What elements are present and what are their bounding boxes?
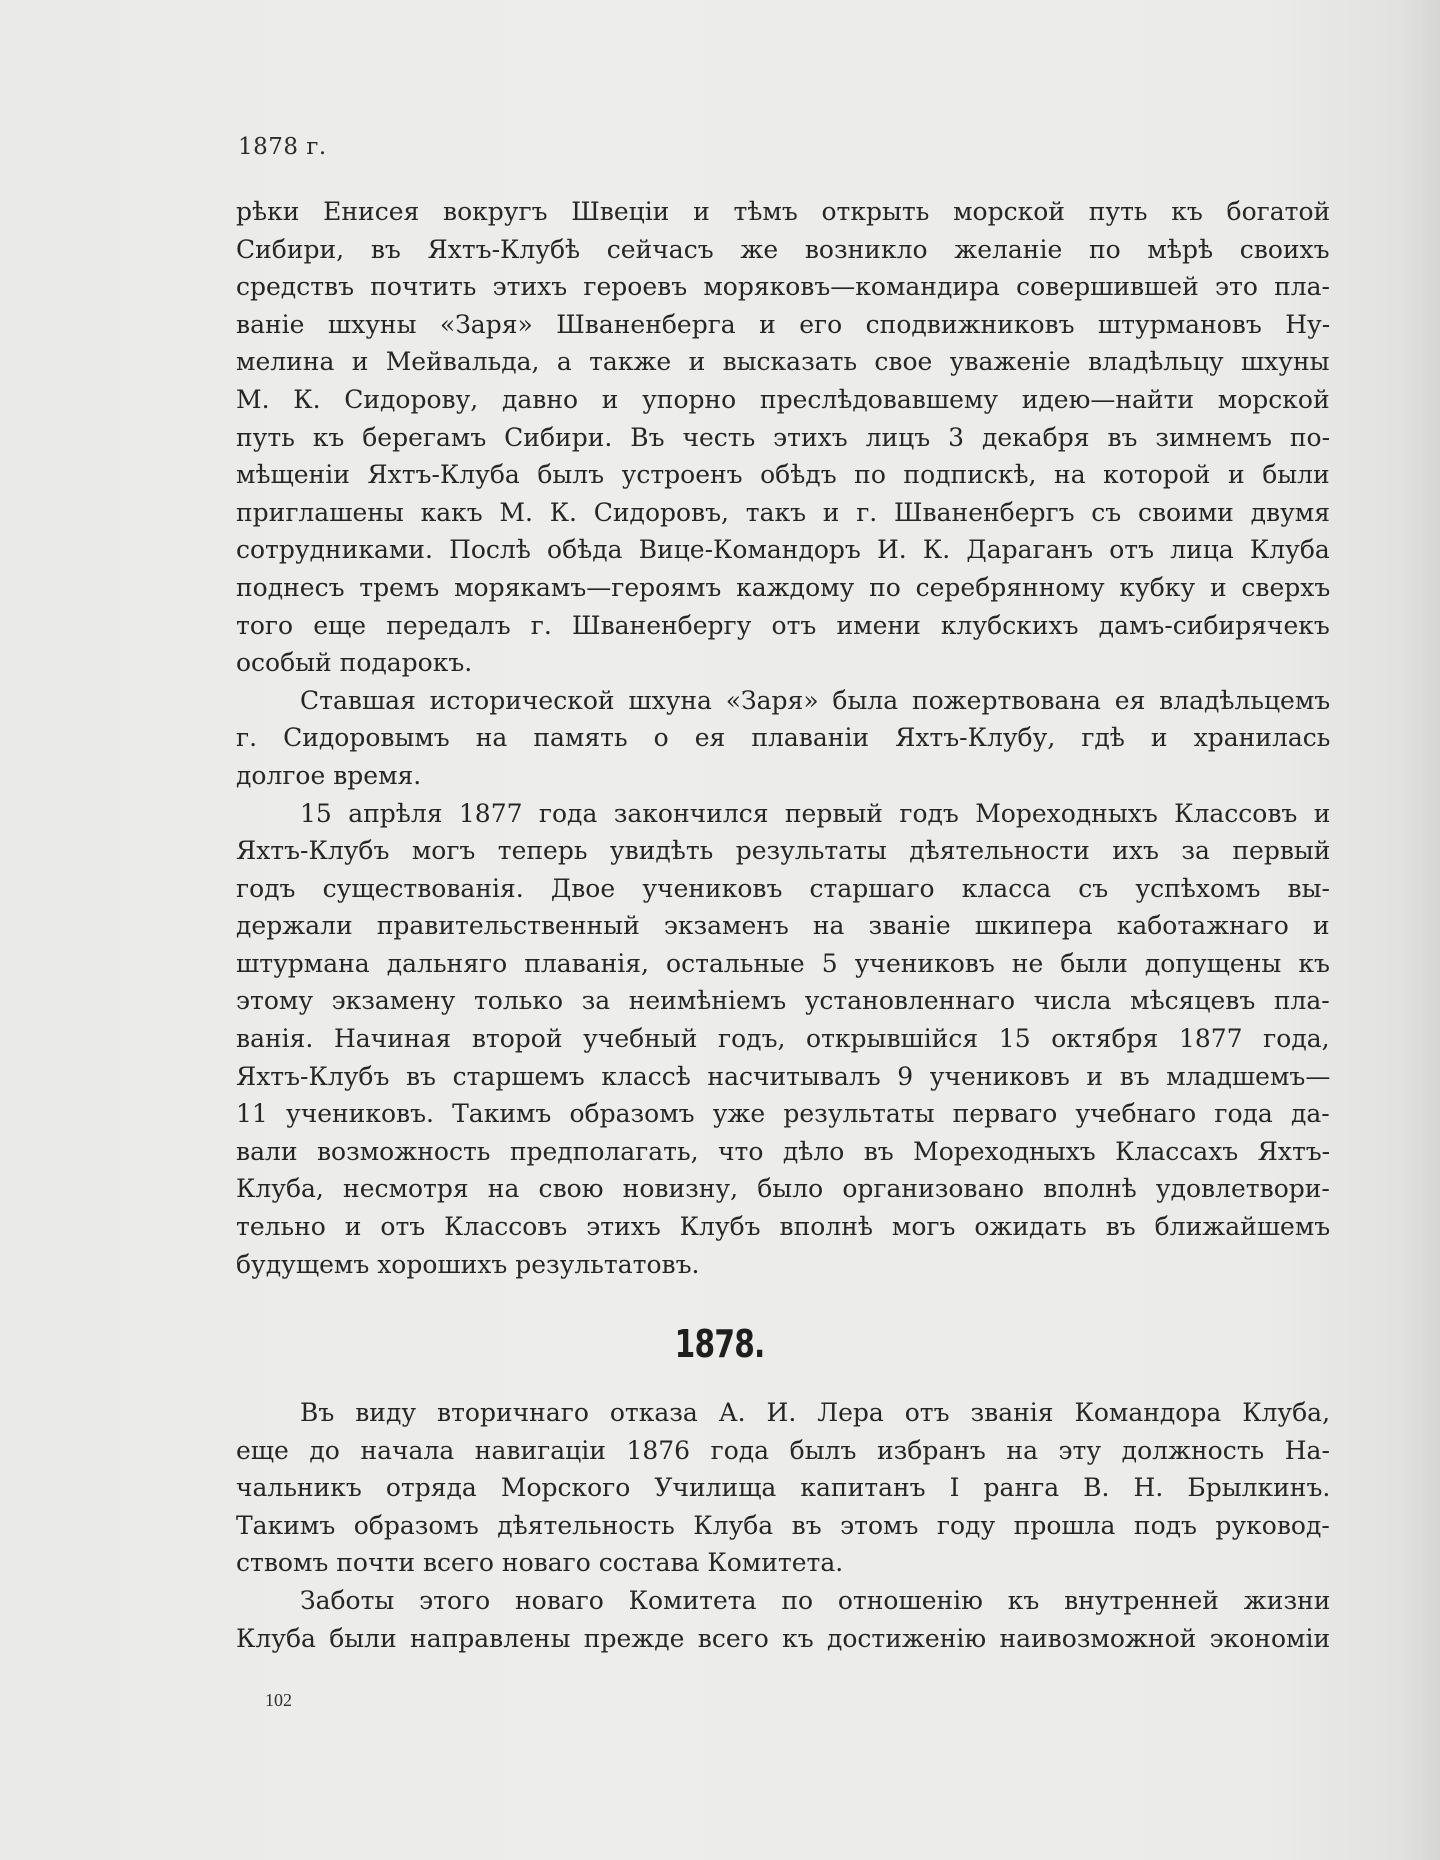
text-line-content: поднесъ тремъ морякамъ—героямъ каждому по серебрянному кубку и сверхъ bbox=[236, 572, 1331, 602]
text-line bbox=[236, 1020, 1330, 1058]
text-line bbox=[236, 1620, 1330, 1658]
text-line bbox=[236, 494, 1330, 532]
text-line bbox=[236, 1544, 1330, 1582]
text-line bbox=[236, 569, 1330, 607]
text-line bbox=[236, 1095, 1330, 1133]
text-line-content: Сибири, въ Яхтъ-Клубѣ сейчасъ же возникло желаніе по мѣрѣ своихъ bbox=[236, 234, 1330, 264]
text-line-content: того еще передалъ г. Шваненбергу отъ имени клубскихъ дамъ-сибирячекъ bbox=[236, 610, 1330, 640]
text-line-content: мѣщеніи Яхтъ-Клуба былъ устроенъ обѣдъ по подпискѣ, на которой и были bbox=[236, 460, 1330, 490]
text-line-content: держали правительственный экзаменъ на званіе шкипера каботажнаго и bbox=[236, 911, 1330, 941]
text-line bbox=[236, 644, 1330, 682]
text-line-content: М. К. Сидорову, давно и упорно преслѣдовавшему идею—найти морской bbox=[236, 384, 1330, 414]
text-line-content: годъ существованія. Двое учениковъ старшаго класса съ успѣхомъ вы- bbox=[236, 873, 1330, 903]
text-line-content: г. Сидоровымъ на память о ея плаваніи Яхтъ-Клубу, гдѣ и хранилась bbox=[236, 723, 1331, 753]
text-line-content: этому экзамену только за неимѣніемъ установленнаго числа мѣсяцевъ пла- bbox=[236, 986, 1330, 1016]
text-line-content: 11 учениковъ. Такимъ образомъ уже результаты перваго учебнаго года да- bbox=[236, 1099, 1330, 1129]
text-line-content: Яхтъ-Клубъ могъ теперь увидѣть результаты дѣятельности ихъ за первый bbox=[236, 836, 1331, 866]
text-line-content: путь къ берегамъ Сибири. Въ честь этихъ лицъ 3 декабря въ зимнемъ по- bbox=[236, 422, 1331, 452]
text-line bbox=[236, 1469, 1330, 1507]
text-line bbox=[236, 1432, 1330, 1470]
text-line bbox=[236, 1394, 1330, 1432]
text-line bbox=[236, 832, 1330, 870]
text-line-content: особый подарокъ. bbox=[236, 648, 473, 678]
section-heading-text: 1878. bbox=[675, 1322, 765, 1366]
text-line-content: Заботы этого новаго Комитета по отношенію къ внутренней жизни bbox=[300, 1585, 1331, 1615]
text-line bbox=[236, 719, 1330, 757]
page-number: 102 bbox=[265, 1690, 292, 1710]
text-line-content: приглашены какъ М. К. Сидоровъ, такъ и г. Шваненбергъ съ своими двумя bbox=[236, 497, 1330, 527]
text-line bbox=[236, 1208, 1330, 1246]
text-line-content: Клуба были направлены прежде всего къ достиженію наивозможной экономіи bbox=[236, 1623, 1331, 1653]
text-line bbox=[236, 607, 1330, 645]
text-line-content: долгое время. bbox=[236, 760, 422, 790]
body-text-section-1878 bbox=[236, 1394, 1330, 1657]
text-line bbox=[236, 945, 1330, 983]
text-line bbox=[236, 268, 1330, 306]
text-line-content: ствомъ почти всего новаго состава Комитета. bbox=[236, 1548, 844, 1578]
body-text-before-heading bbox=[236, 193, 1330, 1283]
text-line bbox=[236, 1133, 1330, 1171]
text-line bbox=[236, 531, 1330, 569]
text-line-content: сотрудниками. Послѣ обѣда Вице-Командоръ И. К. Дараганъ отъ лица Клуба bbox=[236, 535, 1330, 565]
text-line bbox=[236, 795, 1330, 833]
text-line bbox=[236, 456, 1330, 494]
text-line bbox=[236, 381, 1330, 419]
text-line bbox=[236, 982, 1330, 1020]
text-line bbox=[236, 1246, 1330, 1284]
text-line bbox=[236, 682, 1330, 720]
text-line-content: Клуба, несмотря на свою новизну, было организовано вполнѣ удовлетвори- bbox=[236, 1174, 1330, 1204]
text-line bbox=[236, 343, 1330, 381]
text-line-content: Въ виду вторичнаго отказа А. И. Лера отъ званія Командора Клуба, bbox=[300, 1398, 1331, 1427]
text-line bbox=[236, 1582, 1330, 1620]
text-line bbox=[236, 1507, 1330, 1545]
text-line-content: средствъ почтить этихъ героевъ моряковъ—командира совершившей это пла- bbox=[236, 272, 1330, 302]
text-line-content: мелина и Мейвальда, а также и высказать свое уваженіе владѣльцу шхуны bbox=[236, 347, 1330, 377]
text-line bbox=[236, 1170, 1330, 1208]
text-line bbox=[236, 907, 1330, 945]
text-line bbox=[236, 193, 1330, 231]
text-line bbox=[236, 306, 1330, 344]
text-line-content: 15 апрѣля 1877 года закончился первый годъ Мореходныхъ Классовъ и bbox=[300, 798, 1331, 828]
text-line-content: еще до начала навигаціи 1876 года былъ избранъ на эту должность На- bbox=[236, 1435, 1330, 1465]
text-line-content: ванія. Начиная второй учебный годъ, открывшійся 15 октября 1877 года, bbox=[236, 1024, 1330, 1054]
text-line-content: чальникъ отряда Морского Училища капитанъ I ранга В. Н. Брылкинъ. bbox=[236, 1473, 1331, 1503]
text-line bbox=[236, 757, 1330, 795]
text-line-content: ваніе шхуны «Заря» Шваненберга и его сподвижниковъ штурмановъ Ну- bbox=[236, 309, 1331, 339]
text-line-content: тельно и отъ Классовъ этихъ Клубъ вполнѣ могъ ожидать въ ближайшемъ bbox=[236, 1212, 1331, 1242]
text-line bbox=[236, 1058, 1330, 1096]
running-head: 1878 г. bbox=[238, 134, 327, 160]
text-line-content: Яхтъ-Клубъ въ старшемъ классѣ насчитывалъ 9 учениковъ и въ младшемъ— bbox=[236, 1061, 1331, 1091]
text-line-content: рѣки Енисея вокругъ Швеціи и тѣмъ открыть морской путь къ богатой bbox=[236, 197, 1331, 226]
section-heading bbox=[0, 1322, 1440, 1366]
text-line-content: вали возможность предполагать, что дѣло въ Мореходныхъ Классахъ Яхтъ- bbox=[236, 1136, 1331, 1166]
text-line-content: штурмана дальняго плаванія, остальные 5 учениковъ не были допущены къ bbox=[236, 948, 1330, 978]
text-line bbox=[236, 419, 1330, 457]
text-line bbox=[236, 870, 1330, 908]
text-line-content: Ставшая исторической шхуна «Заря» была пожертвована ея владѣльцемъ bbox=[300, 685, 1331, 715]
text-line-content: будущемъ хорошихъ результатовъ. bbox=[236, 1249, 700, 1279]
text-line bbox=[236, 231, 1330, 269]
text-line-content: Такимъ образомъ дѣятельность Клуба въ этомъ году прошла подъ руковод- bbox=[236, 1510, 1330, 1540]
